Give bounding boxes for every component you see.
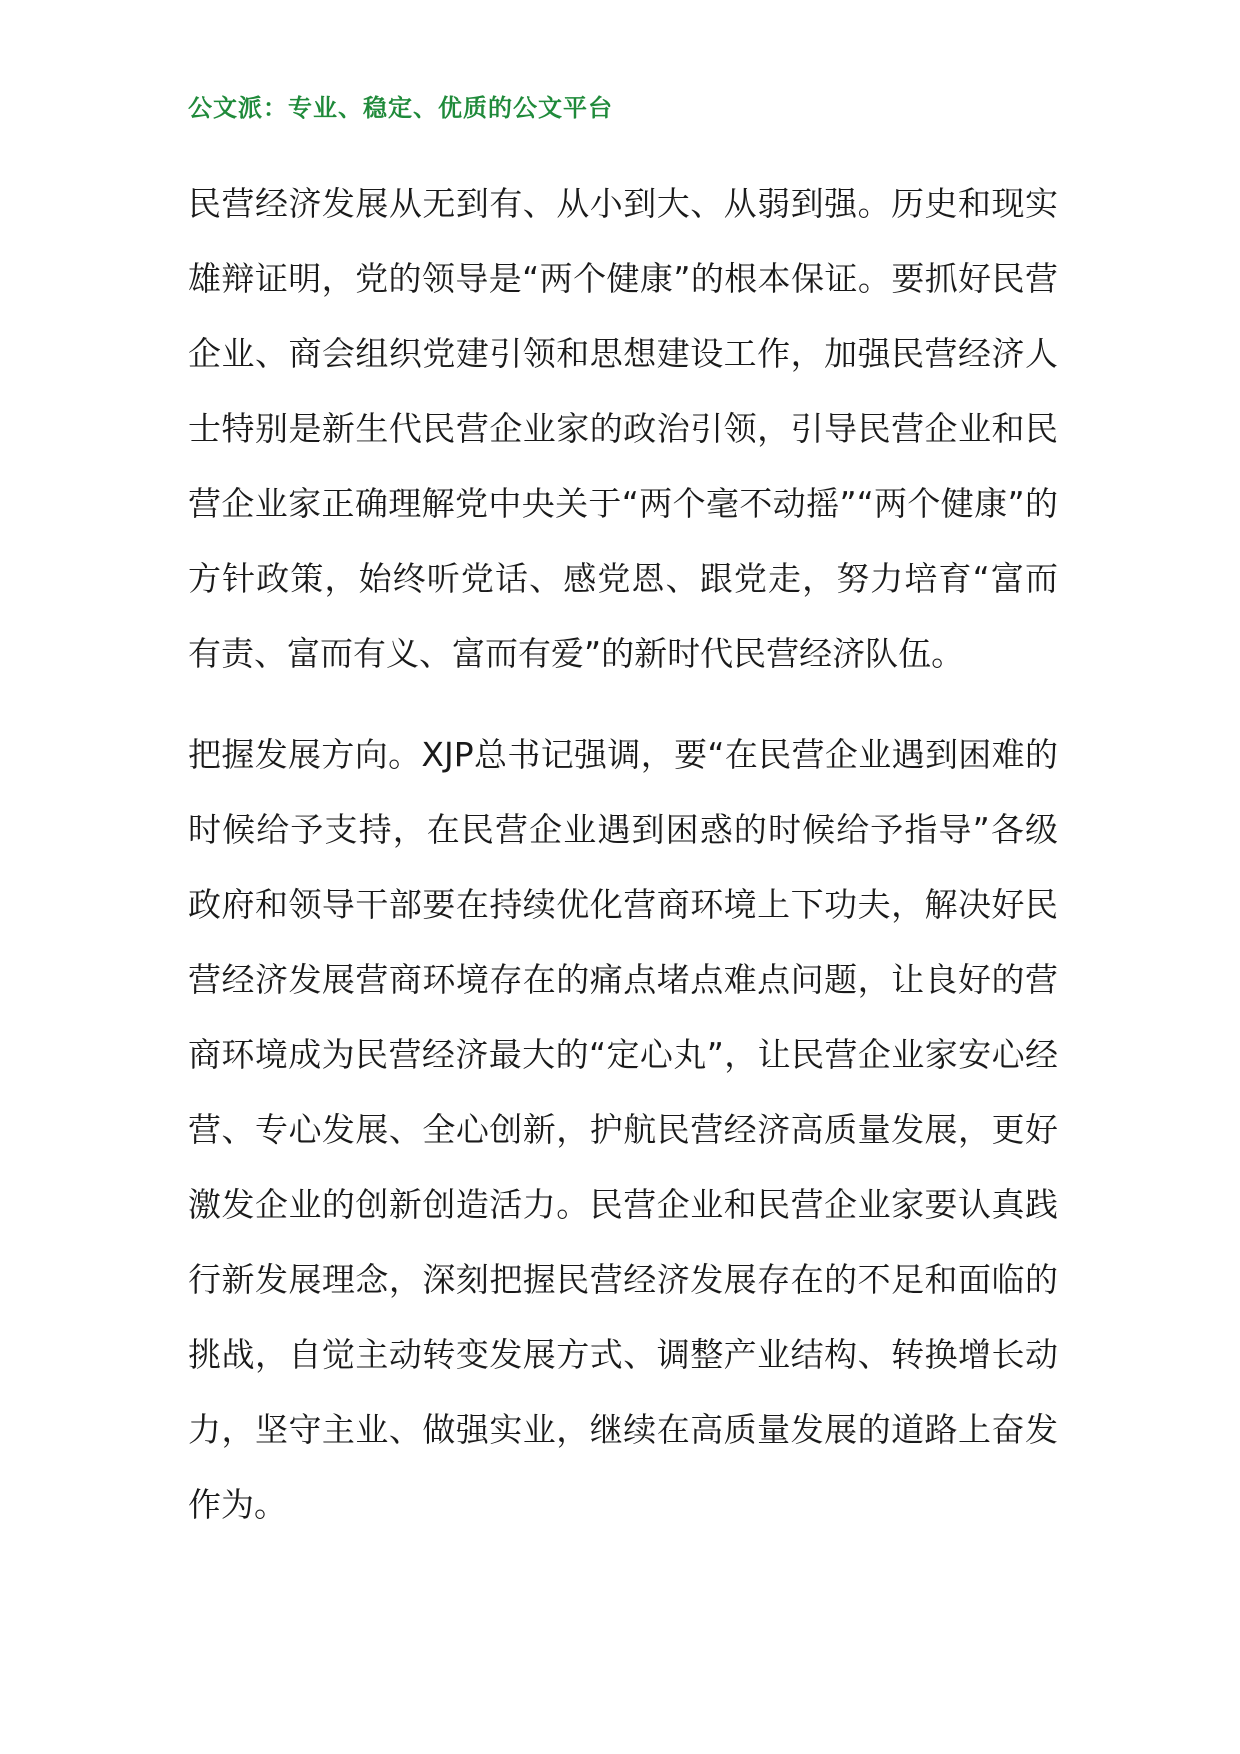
paragraph-1: 民营经济发展从无到有、从小到大、从弱到强。历史和现实雄辩证明，党的领导是“两个健康”的根本保证。要抓好民营企业、商会组织党建引领和思想建设工作，加强民营经济人士特别是新生代民营企业家的政治引领，引导民营企业和民营企业家正确理解党中央关于“两个毫不动摇”“两个健康”的方针政策，始终听党话、感党恩、跟党走，努力培育“富而有责、富而有义、富而有爱”的新时代民营经济队伍。 <box>188 184 1058 673</box>
paragraph-2: 把握发展方向。XJP总书记强调，要“在民营企业遇到困难的时候给予支持，在民营企业遇到困惑的时候给予指导”各级政府和领导干部要在持续优化营商环境上下功夫，解决好民营经济发展营商环境存在的痛点堵点难点问题，让良好的营商环境成为民营经济最大的“定心丸”，让民营企业家安心经营、专心发展、全心创新，护航民营经济高质量发展，更好激发企业的创新创造活力。民营企业和民营企业家要认真践行新发展理念，深刻把握民营经济发展存在的不足和面临的挑战，自觉主动转变发展方式、调整产业结构、转换增长动力，坚守主业、做强实业，继续在高质量发展的道路上奋发作为。 <box>188 735 1058 1524</box>
page-header: 公文派：专业、稳定、优质的公文平台 <box>188 94 613 122</box>
document-body <box>188 166 1058 1568</box>
